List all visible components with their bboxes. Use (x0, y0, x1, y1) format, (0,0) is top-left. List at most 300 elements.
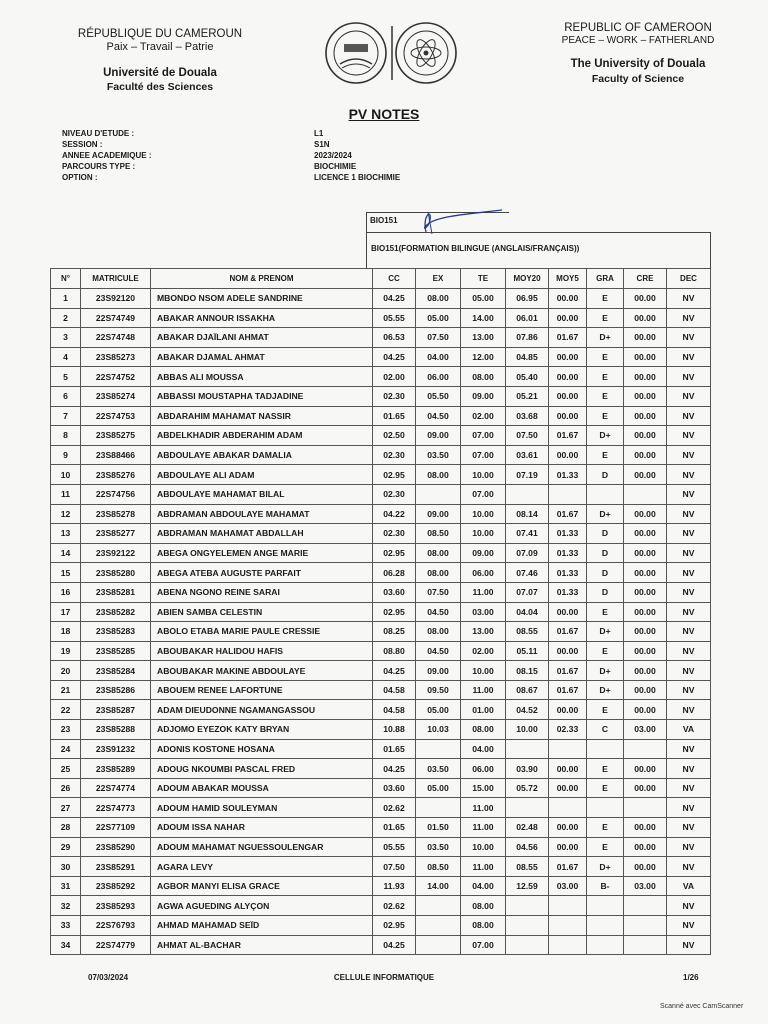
meta-info (62, 128, 402, 183)
col-matricule-cell: 23S85283 (81, 622, 151, 642)
meta-label: OPTION : (62, 173, 98, 182)
col-moy20-cell: 07.07 (506, 582, 549, 602)
col-moy20-cell: 05.40 (506, 367, 549, 387)
col-name-cell: ABDELKHADIR ABDERAHIM ADAM (151, 426, 373, 446)
col-te-cell: 08.00 (461, 367, 506, 387)
col-number-cell: 5 (51, 367, 81, 387)
col-grade-cell: D+ (587, 680, 624, 700)
col-te-cell: 02.00 (461, 641, 506, 661)
table-row (51, 641, 711, 661)
table-row (51, 367, 711, 387)
col-credits-cell: 00.00 (624, 857, 667, 877)
col-number-cell: 27 (51, 798, 81, 818)
faculty-seal-icon (396, 23, 456, 83)
col-matricule-cell: 22S74779 (81, 935, 151, 955)
col-name-header: NOM & PRENOM (151, 269, 373, 289)
col-moy5-cell (549, 935, 587, 955)
col-cc-cell: 02.95 (373, 543, 416, 563)
col-ex-cell: 05.00 (416, 700, 461, 720)
col-te-cell: 05.00 (461, 289, 506, 309)
col-credits-header: CRE (624, 269, 667, 289)
meta-value: BIOCHIMIE (314, 162, 357, 171)
col-number-cell: 16 (51, 582, 81, 602)
faculty-name-fr: Faculté des Sciences (106, 81, 214, 93)
col-grade-cell: E (587, 308, 624, 328)
col-grade-cell: E (587, 641, 624, 661)
col-grade-cell (587, 484, 624, 504)
col-te-cell: 11.00 (461, 798, 506, 818)
col-cc-header: CC (373, 269, 416, 289)
col-matricule-cell: 23S85287 (81, 700, 151, 720)
col-number-cell: 2 (51, 308, 81, 328)
col-matricule-cell: 23S85286 (81, 680, 151, 700)
col-moy5-cell: 00.00 (549, 445, 587, 465)
table-row (51, 484, 711, 504)
col-moy20-cell: 05.21 (506, 386, 549, 406)
col-credits-cell (624, 798, 667, 818)
col-name-cell: ABAKAR DJAÏLANI AHMAT (151, 328, 373, 348)
col-decision-cell: NV (667, 426, 711, 446)
col-grade-cell: E (587, 818, 624, 838)
col-credits-cell: 00.00 (624, 661, 667, 681)
col-name-cell: AGWA AGUEDING ALYÇON (151, 896, 373, 916)
col-credits-cell: 00.00 (624, 386, 667, 406)
table-row (51, 406, 711, 426)
col-number-cell: 1 (51, 289, 81, 309)
col-cc-cell: 10.88 (373, 720, 416, 740)
col-grade-cell: B- (587, 876, 624, 896)
col-name-cell: ABAKAR DJAMAL AHMAT (151, 347, 373, 367)
col-moy20-cell: 07.19 (506, 465, 549, 485)
col-matricule-cell: 23S85276 (81, 465, 151, 485)
university-seal-icon (326, 23, 386, 83)
course-full-title: BIO151(FORMATION BILINGUE (ANGLAIS/FRANÇAIS)) (371, 244, 580, 253)
col-ex-cell (416, 798, 461, 818)
col-number-cell: 32 (51, 896, 81, 916)
col-matricule-cell: 23S85280 (81, 563, 151, 583)
col-cc-cell: 03.60 (373, 778, 416, 798)
col-moy5-cell: 01.33 (549, 563, 587, 583)
col-credits-cell: 03.00 (624, 876, 667, 896)
col-decision-cell: NV (667, 465, 711, 485)
col-grade-cell: D+ (587, 426, 624, 446)
col-moy5-cell: 01.67 (549, 426, 587, 446)
col-moy20-cell: 06.95 (506, 289, 549, 309)
col-number-cell: 8 (51, 426, 81, 446)
col-moy20-cell: 04.04 (506, 602, 549, 622)
col-grade-cell: E (587, 778, 624, 798)
col-moy20-cell: 08.67 (506, 680, 549, 700)
col-moy5-cell: 01.33 (549, 524, 587, 544)
col-moy20-header: MOY20 (506, 269, 549, 289)
col-cc-cell: 04.25 (373, 759, 416, 779)
page-number: 1/26 (683, 973, 699, 982)
col-matricule-cell: 23S91232 (81, 739, 151, 759)
col-grade-cell: E (587, 367, 624, 387)
col-cc-cell: 06.53 (373, 328, 416, 348)
col-name-cell: ADOUM ABAKAR MOUSSA (151, 778, 373, 798)
col-number-cell: 4 (51, 347, 81, 367)
col-matricule-cell: 22S74749 (81, 308, 151, 328)
col-ex-cell: 04.00 (416, 347, 461, 367)
col-te-cell: 07.00 (461, 445, 506, 465)
col-te-cell: 11.00 (461, 857, 506, 877)
col-moy20-cell (506, 916, 549, 936)
col-number-cell: 9 (51, 445, 81, 465)
col-cc-cell: 02.30 (373, 524, 416, 544)
col-name-cell: ABIEN SAMBA CELESTIN (151, 602, 373, 622)
col-grade-cell: E (587, 289, 624, 309)
country-name-fr: RÉPUBLIQUE DU CAMEROUN (77, 28, 243, 40)
table-row (51, 916, 711, 936)
col-moy20-cell: 07.46 (506, 563, 549, 583)
footer-date: 07/03/2024 (88, 973, 129, 982)
table-row (51, 328, 711, 348)
col-decision-cell: NV (667, 700, 711, 720)
scanner-watermark: Scanné avec CamScanner (660, 1003, 744, 1010)
col-ex-cell: 08.50 (416, 524, 461, 544)
col-credits-cell: 00.00 (624, 759, 667, 779)
col-grade-cell (587, 916, 624, 936)
col-matricule-cell: 23S85278 (81, 504, 151, 524)
col-number-cell: 14 (51, 543, 81, 563)
col-name-cell: ADAM DIEUDONNE NGAMANGASSOU (151, 700, 373, 720)
col-matricule-cell: 23S85290 (81, 837, 151, 857)
col-decision-header: DEC (667, 269, 711, 289)
col-te-cell: 07.00 (461, 935, 506, 955)
col-moy20-cell: 12.59 (506, 876, 549, 896)
table-row (51, 347, 711, 367)
col-name-cell: ABOUBAKAR MAKINE ABDOULAYE (151, 661, 373, 681)
table-row (51, 896, 711, 916)
col-cc-cell: 02.30 (373, 484, 416, 504)
col-credits-cell: 00.00 (624, 445, 667, 465)
table-row (51, 759, 711, 779)
col-grade-cell: E (587, 837, 624, 857)
col-credits-cell: 00.00 (624, 465, 667, 485)
col-moy20-cell: 03.68 (506, 406, 549, 426)
col-moy5-cell: 01.67 (549, 680, 587, 700)
col-decision-cell: NV (667, 622, 711, 642)
col-credits-cell: 00.00 (624, 818, 667, 838)
col-moy5-cell: 00.00 (549, 759, 587, 779)
col-ex-cell: 09.00 (416, 504, 461, 524)
col-number-cell: 26 (51, 778, 81, 798)
col-name-cell: AGBOR MANYI ELISA GRACE (151, 876, 373, 896)
col-credits-cell: 00.00 (624, 504, 667, 524)
col-decision-cell: NV (667, 328, 711, 348)
meta-row (62, 139, 402, 150)
col-moy5-cell: 01.33 (549, 465, 587, 485)
col-grade-cell: D+ (587, 661, 624, 681)
col-name-cell: ABDRAMAN ABDOULAYE MAHAMAT (151, 504, 373, 524)
col-number-cell: 10 (51, 465, 81, 485)
col-grade-cell: D (587, 524, 624, 544)
col-cc-cell: 02.62 (373, 896, 416, 916)
col-decision-cell: NV (667, 406, 711, 426)
col-name-cell: ABOLO ETABA MARIE PAULE CRESSIE (151, 622, 373, 642)
col-decision-cell: NV (667, 524, 711, 544)
col-te-cell: 13.00 (461, 328, 506, 348)
col-moy20-cell: 08.14 (506, 504, 549, 524)
col-moy5-cell: 00.00 (549, 778, 587, 798)
col-moy20-cell (506, 484, 549, 504)
col-te-cell: 06.00 (461, 759, 506, 779)
table-row (51, 837, 711, 857)
col-ex-cell: 08.00 (416, 543, 461, 563)
col-te-cell: 11.00 (461, 582, 506, 602)
col-te-cell: 11.00 (461, 818, 506, 838)
col-cc-cell: 05.55 (373, 837, 416, 857)
col-number-cell: 17 (51, 602, 81, 622)
col-cc-cell: 04.25 (373, 289, 416, 309)
col-number-cell: 31 (51, 876, 81, 896)
col-ex-cell: 08.00 (416, 563, 461, 583)
col-moy5-cell (549, 484, 587, 504)
table-row (51, 289, 711, 309)
table-row (51, 602, 711, 622)
col-te-cell: 11.00 (461, 680, 506, 700)
col-name-cell: ABDOULAYE MAHAMAT BILAL (151, 484, 373, 504)
col-number-cell: 22 (51, 700, 81, 720)
col-name-cell: ABBAS ALI MOUSSA (151, 367, 373, 387)
col-matricule-cell: 23S85282 (81, 602, 151, 622)
meta-row (62, 161, 402, 172)
table-row (51, 680, 711, 700)
col-cc-cell: 02.62 (373, 798, 416, 818)
col-moy5-cell: 03.00 (549, 876, 587, 896)
col-grade-cell: D (587, 582, 624, 602)
col-moy5-cell: 00.00 (549, 308, 587, 328)
col-matricule-cell: 22S74753 (81, 406, 151, 426)
col-name-cell: ADOUM ISSA NAHAR (151, 818, 373, 838)
col-te-cell: 04.00 (461, 739, 506, 759)
meta-label: NIVEAU D'ETUDE : (62, 129, 135, 138)
col-cc-cell: 08.80 (373, 641, 416, 661)
university-name-en: The University of Douala (570, 58, 706, 70)
col-te-cell: 02.00 (461, 406, 506, 426)
col-grade-cell: E (587, 602, 624, 622)
col-number-cell: 7 (51, 406, 81, 426)
col-matricule-cell: 22S74748 (81, 328, 151, 348)
col-ex-cell (416, 916, 461, 936)
meta-row (62, 172, 402, 183)
col-grade-cell: E (587, 759, 624, 779)
col-number-cell: 28 (51, 818, 81, 838)
col-ex-cell: 07.50 (416, 328, 461, 348)
col-number-cell: 15 (51, 563, 81, 583)
col-te-cell: 12.00 (461, 347, 506, 367)
col-moy20-cell: 04.56 (506, 837, 549, 857)
col-credits-cell: 00.00 (624, 543, 667, 563)
col-number-header: N° (51, 269, 81, 289)
col-moy5-cell: 00.00 (549, 347, 587, 367)
col-decision-cell: NV (667, 308, 711, 328)
col-name-cell: ABENA NGONO REINE SARAI (151, 582, 373, 602)
col-decision-cell: NV (667, 445, 711, 465)
col-credits-cell: 00.00 (624, 680, 667, 700)
course-code: BIO151 (370, 216, 398, 225)
col-moy20-cell: 08.55 (506, 622, 549, 642)
col-grade-cell: D (587, 563, 624, 583)
col-name-cell: AHMAT AL-BACHAR (151, 935, 373, 955)
col-decision-cell: NV (667, 935, 711, 955)
col-moy5-cell: 00.00 (549, 367, 587, 387)
table-row (51, 386, 711, 406)
col-number-cell: 18 (51, 622, 81, 642)
col-credits-cell: 00.00 (624, 563, 667, 583)
col-number-cell: 6 (51, 386, 81, 406)
col-te-cell: 09.00 (461, 543, 506, 563)
col-credits-cell (624, 484, 667, 504)
col-decision-cell: NV (667, 778, 711, 798)
col-cc-cell: 02.30 (373, 445, 416, 465)
col-decision-cell: NV (667, 602, 711, 622)
col-number-cell: 12 (51, 504, 81, 524)
page-title: PV NOTES (348, 106, 420, 122)
col-moy5-cell: 01.67 (549, 328, 587, 348)
col-matricule-cell: 23S92120 (81, 289, 151, 309)
col-moy5-cell: 00.00 (549, 837, 587, 857)
col-number-cell: 19 (51, 641, 81, 661)
university-logos (322, 18, 462, 88)
col-ex-cell: 10.03 (416, 720, 461, 740)
col-te-cell: 10.00 (461, 524, 506, 544)
col-credits-cell (624, 935, 667, 955)
col-ex-cell (416, 896, 461, 916)
col-ex-cell: 03.50 (416, 837, 461, 857)
col-ex-cell: 01.50 (416, 818, 461, 838)
col-decision-cell: NV (667, 347, 711, 367)
table-row (51, 700, 711, 720)
col-matricule-cell: 23S85289 (81, 759, 151, 779)
col-cc-cell: 01.65 (373, 818, 416, 838)
col-cc-cell: 04.25 (373, 935, 416, 955)
col-credits-cell: 00.00 (624, 406, 667, 426)
col-moy20-cell: 07.86 (506, 328, 549, 348)
col-cc-cell: 02.95 (373, 916, 416, 936)
col-moy5-cell (549, 896, 587, 916)
course-full-title-box (366, 232, 711, 269)
col-ex-cell: 04.50 (416, 641, 461, 661)
col-cc-cell: 02.50 (373, 426, 416, 446)
col-moy20-cell: 10.00 (506, 720, 549, 740)
col-matricule-cell: 22S74773 (81, 798, 151, 818)
col-cc-cell: 03.60 (373, 582, 416, 602)
col-credits-cell: 00.00 (624, 641, 667, 661)
col-ex-cell: 05.00 (416, 308, 461, 328)
col-number-cell: 34 (51, 935, 81, 955)
col-name-cell: ABDOULAYE ABAKAR DAMALIA (151, 445, 373, 465)
col-credits-cell: 00.00 (624, 778, 667, 798)
table-row (51, 720, 711, 740)
university-name-fr: Université de Douala (103, 67, 217, 79)
col-grade-cell: E (587, 386, 624, 406)
col-credits-cell: 00.00 (624, 328, 667, 348)
col-name-cell: ABDRAMAN MAHAMAT ABDALLAH (151, 524, 373, 544)
col-moy5-cell: 00.00 (549, 386, 587, 406)
col-moy5-cell: 01.67 (549, 504, 587, 524)
col-matricule-cell: 23S85275 (81, 426, 151, 446)
table-row (51, 504, 711, 524)
col-decision-cell: NV (667, 582, 711, 602)
col-cc-cell: 04.58 (373, 700, 416, 720)
col-cc-cell: 04.25 (373, 661, 416, 681)
col-credits-cell: 00.00 (624, 622, 667, 642)
col-ex-cell: 07.50 (416, 582, 461, 602)
col-decision-cell: NV (667, 289, 711, 309)
table-row (51, 426, 711, 446)
col-grade-header: GRA (587, 269, 624, 289)
table-row (51, 739, 711, 759)
col-credits-cell: 00.00 (624, 426, 667, 446)
col-te-cell: 14.00 (461, 308, 506, 328)
col-moy20-cell: 07.50 (506, 426, 549, 446)
col-te-header: TE (461, 269, 506, 289)
col-te-cell: 09.00 (461, 386, 506, 406)
col-grade-cell: D+ (587, 857, 624, 877)
meta-value: LICENCE 1 BIOCHIMIE (314, 173, 401, 182)
col-decision-cell: NV (667, 857, 711, 877)
col-moy5-cell: 00.00 (549, 641, 587, 661)
table-row (51, 857, 711, 877)
col-number-cell: 33 (51, 916, 81, 936)
col-name-cell: ABBASSI MOUSTAPHA TADJADINE (151, 386, 373, 406)
col-matricule-cell: 23S85274 (81, 386, 151, 406)
col-moy20-cell: 05.11 (506, 641, 549, 661)
table-row (51, 935, 711, 955)
col-te-cell: 04.00 (461, 876, 506, 896)
table-row (51, 445, 711, 465)
col-ex-cell: 08.00 (416, 622, 461, 642)
col-ex-cell (416, 739, 461, 759)
col-moy20-cell: 04.85 (506, 347, 549, 367)
col-matricule-cell: 23S85277 (81, 524, 151, 544)
motto-en: PEACE – WORK – FATHERLAND (561, 35, 715, 46)
col-te-cell: 07.00 (461, 426, 506, 446)
col-decision-cell: NV (667, 680, 711, 700)
col-moy5-cell (549, 739, 587, 759)
table-row (51, 524, 711, 544)
col-credits-cell: 00.00 (624, 700, 667, 720)
col-cc-cell: 04.25 (373, 347, 416, 367)
col-ex-cell: 06.00 (416, 367, 461, 387)
col-moy5-cell: 00.00 (549, 818, 587, 838)
col-te-cell: 06.00 (461, 563, 506, 583)
col-ex-cell: 05.50 (416, 386, 461, 406)
col-ex-header: EX (416, 269, 461, 289)
col-decision-cell: NV (667, 759, 711, 779)
col-credits-cell: 00.00 (624, 582, 667, 602)
col-credits-cell (624, 739, 667, 759)
col-ex-cell: 08.50 (416, 857, 461, 877)
meta-value: 2023/2024 (314, 151, 352, 160)
col-grade-cell (587, 896, 624, 916)
col-name-cell: ABDARAHIM MAHAMAT NASSIR (151, 406, 373, 426)
col-moy5-cell: 01.33 (549, 543, 587, 563)
meta-row (62, 128, 402, 139)
col-te-cell: 07.00 (461, 484, 506, 504)
col-moy20-cell: 03.61 (506, 445, 549, 465)
col-moy20-cell: 07.41 (506, 524, 549, 544)
col-number-cell: 23 (51, 720, 81, 740)
col-grade-cell: D+ (587, 328, 624, 348)
col-decision-cell: NV (667, 367, 711, 387)
col-te-cell: 10.00 (461, 465, 506, 485)
col-decision-cell: NV (667, 739, 711, 759)
col-name-cell: ADOUM MAHAMAT NGUESSOULENGAR (151, 837, 373, 857)
col-cc-cell: 07.50 (373, 857, 416, 877)
